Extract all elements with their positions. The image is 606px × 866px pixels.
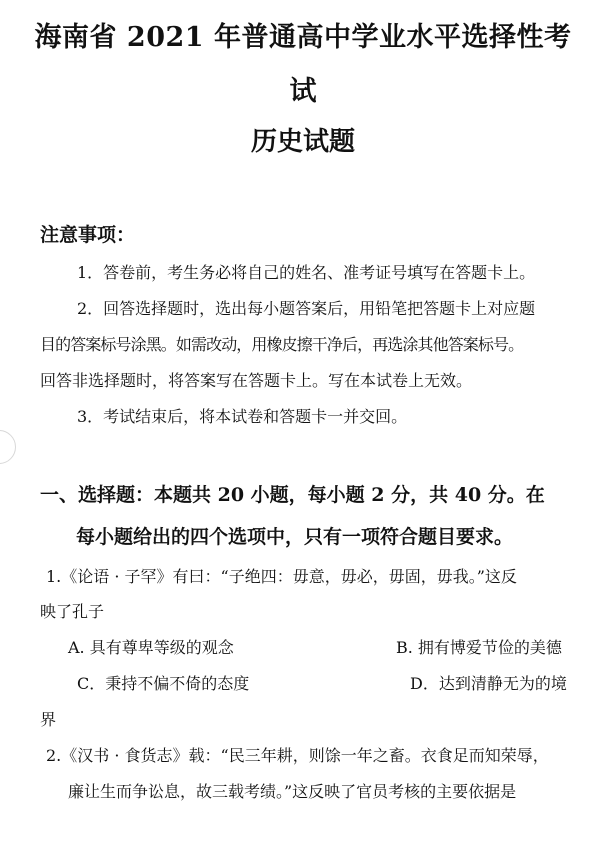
notice-item-3: 3．考试结束后，将本试卷和答题卡一并交回。	[77, 407, 408, 426]
question-1-option-b: B. 拥有博爱节俭的美德	[396, 638, 562, 657]
notice-item-2-line2: 目的答案标号涂黑。如需改动，用橡皮擦干净后，再选涂其他答案标号。	[40, 335, 524, 354]
notice-heading: 注意事项：	[40, 224, 136, 246]
question-2-stem-line2: 廉让生而争讼息，故三载考绩。”这反映了官员考核的主要依据是	[68, 782, 517, 801]
exam-title-line2: 试	[289, 76, 317, 107]
question-1-option-d: D．达到清静无为的境	[410, 674, 567, 693]
exam-subject-title: 历史试题	[250, 127, 355, 157]
notice-item-1: 1．答卷前，考生务必将自己的姓名、准考证号填写在答题卡上。	[77, 263, 536, 282]
question-2-stem-line1: 2.《汉书 · 食货志》载：“民三年耕，则馀一年之畜。衣食足而知荣辱，	[46, 746, 549, 765]
question-1-option-c: C．秉持不偏不倚的态度	[77, 674, 250, 693]
question-1-stem-line2: 映了孔子	[40, 602, 105, 621]
notice-item-2-line1: 2．回答选择题时，选出每小题答案后，用铅笔把答题卡上对应题	[77, 299, 536, 318]
side-panel-handle[interactable]	[0, 430, 16, 464]
question-1-option-d-wrap: 界	[40, 710, 57, 729]
section-1-heading-line1: 一、选择题：本题共 20 小题，每小题 2 分，共 40 分。在	[40, 484, 545, 506]
question-1-stem-line1: 1.《论语 · 子罕》有曰：“子绝四：毋意，毋必，毋固，毋我。”这反	[46, 567, 517, 586]
exam-title-line1: 海南省 2021 年普通高中学业水平选择性考	[34, 22, 572, 53]
section-1-heading-line2: 每小题给出的四个选项中，只有一项符合题目要求。	[76, 526, 514, 548]
notice-item-2-line3: 回答非选择题时，将答案写在答题卡上。写在本试卷上无效。	[40, 371, 473, 390]
question-1-option-a: A. 具有尊卑等级的观念	[68, 638, 234, 657]
